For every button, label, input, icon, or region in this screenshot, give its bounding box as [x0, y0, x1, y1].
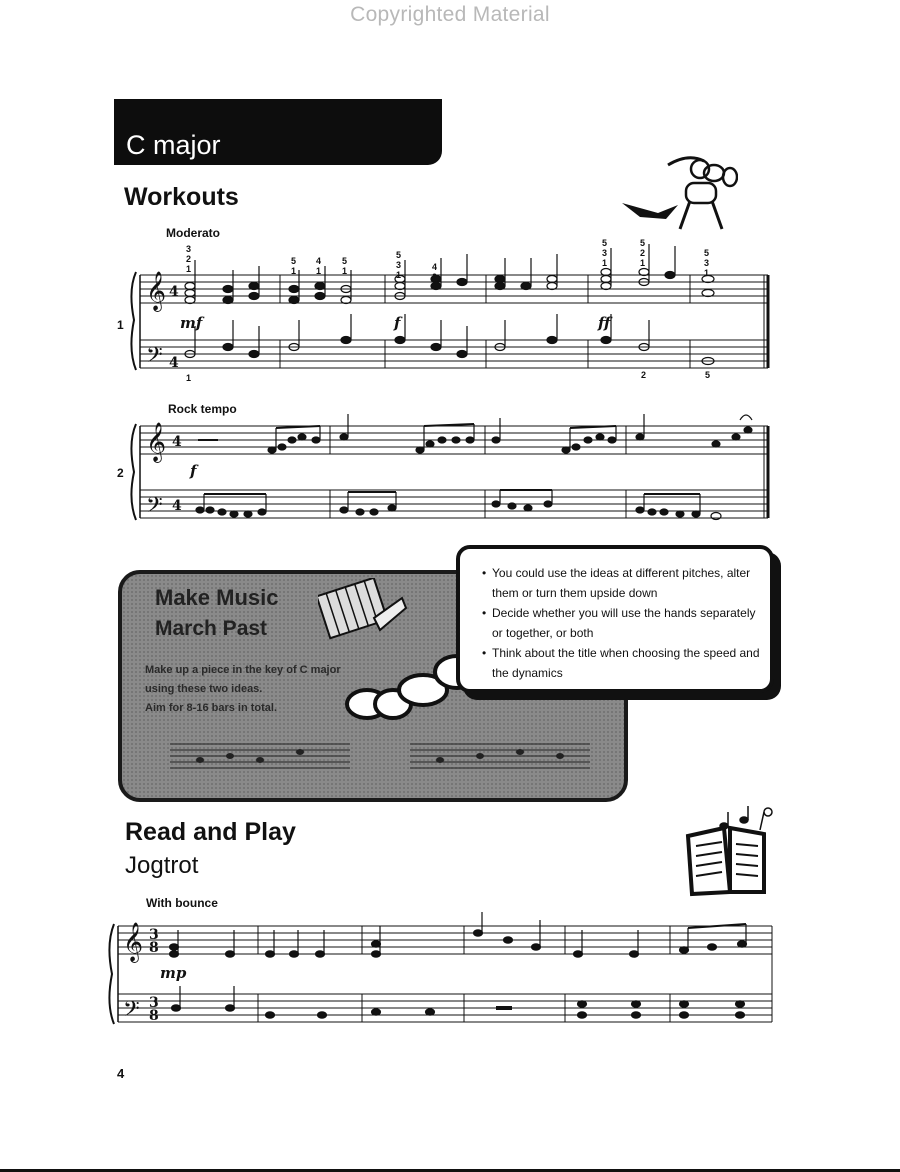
svg-text:3: 3	[149, 995, 159, 1011]
tip-2: • Decide whether you will use the hands separately or together, or both	[482, 603, 767, 643]
jogtrot-tempo: With bounce	[146, 896, 218, 910]
svg-text:4: 4	[172, 498, 182, 514]
make-music-subtitle: March Past	[155, 617, 268, 640]
exercise2-tempo: Rock tempo	[168, 402, 237, 416]
svg-text:4: 4	[172, 434, 182, 450]
svg-text:𝄢: 𝄢	[146, 343, 163, 373]
svg-text:𝄢: 𝄢	[123, 997, 140, 1027]
tips-bubble	[456, 545, 774, 693]
make-music-title: Make Music	[155, 585, 279, 610]
march-past-ideas	[170, 738, 590, 772]
svg-text:𝄢: 𝄢	[146, 493, 163, 523]
key-title: C major	[126, 130, 221, 160]
exercise2-dynamic-f: f	[190, 462, 197, 480]
music-book-icon	[684, 806, 780, 898]
svg-text:𝄞: 𝄞	[146, 422, 167, 462]
tip-3: • Think about the title when choosing the speed and the dynamics	[482, 643, 767, 683]
make-music-line-3: Aim for 8-16 bars in total.	[145, 702, 278, 714]
ex1-treble-staff	[140, 275, 768, 303]
svg-text:𝄞: 𝄞	[146, 271, 167, 311]
make-music-line-1: Make up a piece in the key of C major	[145, 664, 341, 676]
dynamic-f: f	[394, 314, 401, 332]
svg-text:3: 3	[149, 927, 159, 943]
jogtrot-dynamic: mp	[160, 964, 187, 982]
dynamic-mf: mf	[180, 314, 203, 332]
piece-title: Jogtrot	[125, 852, 199, 879]
workouts-heading: Workouts	[124, 183, 239, 211]
make-music-line-2: using these two ideas.	[145, 683, 263, 695]
jogtrot-bass-staff	[118, 994, 772, 1022]
tip-1: • You could use the ideas at different pitches, alter them or turn them upside down	[482, 563, 767, 603]
jogtrot-treble-staff	[118, 926, 772, 954]
svg-text:𝄞: 𝄞	[123, 922, 144, 962]
copyright-watermark: Copyrighted Material	[350, 3, 550, 26]
page-number: 4	[117, 1066, 125, 1081]
svg-text:8: 8	[149, 1008, 159, 1024]
exercise1-number: 1	[117, 318, 124, 332]
dynamic-ff: ff	[598, 314, 611, 332]
read-and-play-heading: Read and Play	[125, 818, 296, 846]
svg-text:4: 4	[169, 355, 179, 371]
svg-text:4: 4	[169, 284, 179, 300]
svg-text:8: 8	[149, 940, 159, 956]
exercise1-tempo: Moderato	[166, 226, 220, 240]
keyboard-icon	[318, 578, 408, 650]
exercise2-number: 2	[117, 466, 124, 480]
ex1-bass-staff	[140, 340, 768, 368]
